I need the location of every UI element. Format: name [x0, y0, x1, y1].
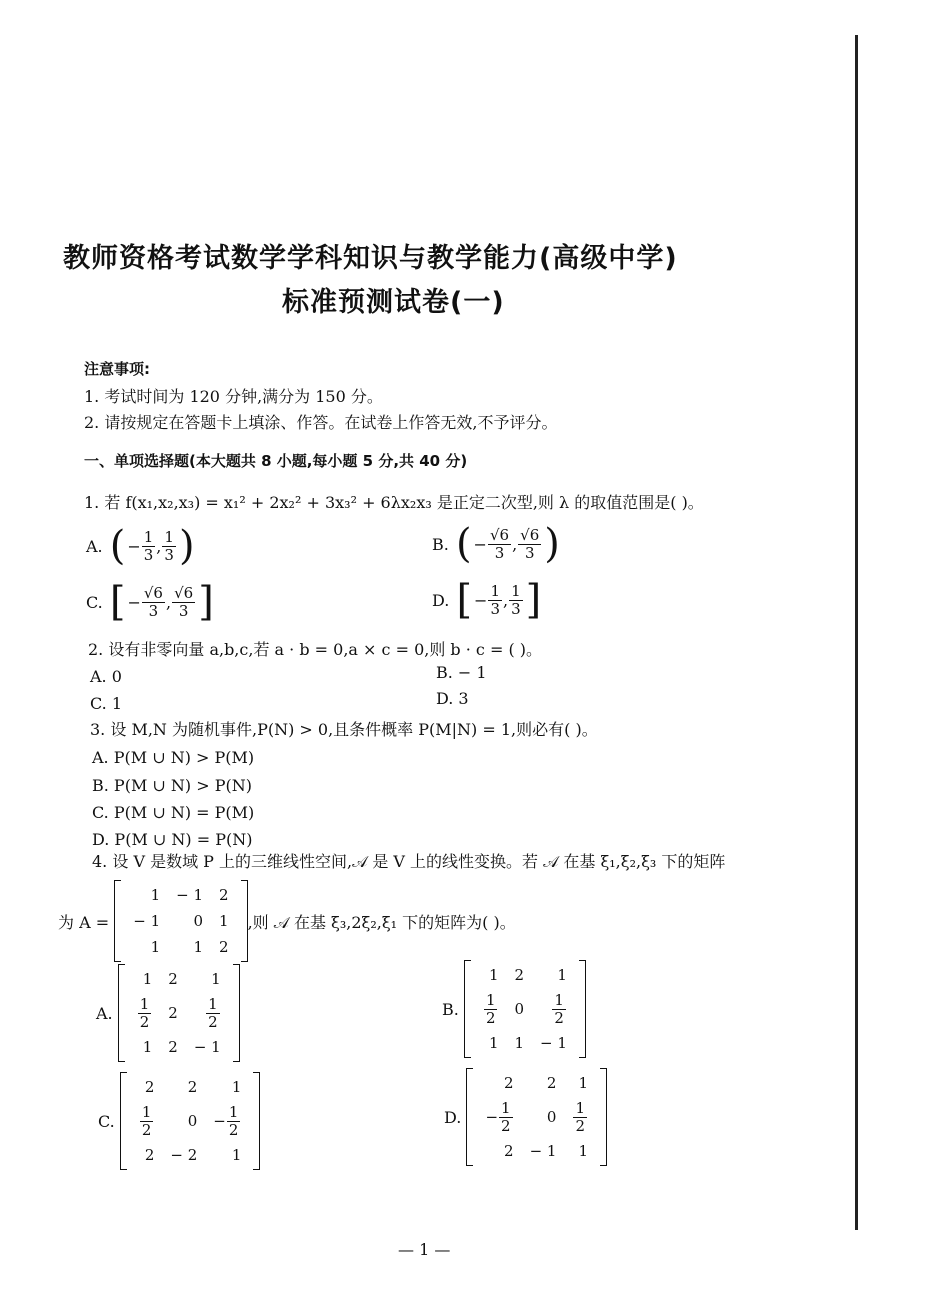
title-line1: 教师资格考试数学学科知识与教学能力(高级中学): [63, 243, 678, 274]
matrix-cell: $\frac{1}{2}$: [141, 1103, 152, 1139]
matrix-cell: $\frac{1}{2}$: [208, 995, 218, 1031]
matrix-cell: 1: [142, 1038, 153, 1056]
matrix-cell: 1: [231, 1146, 242, 1164]
q4-matrix-a: [114, 880, 247, 962]
matrix-cell: 2: [168, 1004, 178, 1022]
matrix-cell: $\frac{1}{2}$: [485, 991, 496, 1027]
matrix-cell: 0: [187, 1112, 198, 1130]
matrix-cell: 1: [578, 1074, 588, 1092]
matrix-cell: − 1: [529, 1142, 557, 1160]
matrix-cell: $\frac{1}{2}$: [554, 991, 564, 1027]
q2-option-c[interactable]: C. 1: [90, 694, 123, 713]
matrix-cell: 0: [546, 1108, 557, 1126]
matrix-cell: 2: [514, 966, 525, 984]
matrix-cell: 2: [168, 1038, 178, 1056]
matrix-cell: 1: [150, 886, 161, 904]
q4-matrix-prefix: 为 A =: [58, 912, 110, 932]
matrix-cell: 1: [557, 966, 567, 984]
title-line2: 标准预测试卷(一): [282, 287, 505, 318]
q2-option-d[interactable]: D. 3: [436, 689, 469, 708]
matrix-cell: − $\frac{1}{2}$: [213, 1103, 239, 1139]
q4-stem-part2: ,则 𝒜 在基 ξ₃,2ξ₂,ξ₁ 下的矩阵为( )。: [247, 912, 516, 932]
matrix-cell: 1: [578, 1142, 588, 1160]
matrix-cell: 2: [144, 1078, 155, 1096]
matrix-cell: $\frac{1}{2}$: [575, 1099, 585, 1135]
matrix-cell: 2: [187, 1078, 198, 1096]
q1-option-a[interactable]: A. ( − $\frac{1}{3}$ , $\frac{1}{3}$ ): [86, 523, 195, 569]
notice-heading: 注意事项:: [84, 360, 150, 378]
q1-option-c[interactable]: C. [ − $\frac{√6}{3}$ , $\frac{√6}{3}$ ]: [86, 579, 214, 625]
q1-stem: 1. 若 f(x₁,x₂,x₃) = x₁² + 2x₂² + 3x₃² + 6λx₂x₃ 是正定二次型,则 λ 的取值范围是( )。: [84, 493, 704, 512]
page-edge-line: [855, 35, 858, 1230]
matrix-cell: 1: [142, 970, 153, 988]
matrix-cell: 1: [211, 970, 221, 988]
matrix-cell: $\frac{1}{2}$: [139, 995, 150, 1031]
matrix-cell: 1: [514, 1034, 525, 1052]
q2-option-a[interactable]: A. 0: [90, 667, 122, 686]
matrix-cell: 0: [193, 912, 204, 930]
matrix-cell: 2: [144, 1146, 155, 1164]
matrix-cell: 1: [488, 966, 499, 984]
matrix-cell: 2: [219, 886, 229, 904]
matrix-cell: − 1: [193, 1038, 221, 1056]
matrix-cell: 2: [219, 938, 229, 956]
matrix-cell: 1: [193, 938, 204, 956]
matrix-cell: 2: [168, 970, 178, 988]
notice-item-2: 2. 请按规定在答题卡上填涂、作答。在试卷上作答无效,不予评分。: [84, 413, 558, 432]
q4-option-a-matrix: [118, 964, 240, 1062]
matrix-cell: 2: [546, 1074, 557, 1092]
matrix-cell: − 1: [540, 1034, 567, 1052]
notice-item-1: 1. 考试时间为 120 分钟,满分为 150 分。: [84, 387, 383, 406]
q4-option-b[interactable]: B. 1 2 1 $\frac{1}{2}$ 0 $\frac{1}{2}$ 1 1 − 1: [442, 960, 586, 1058]
q4-option-c-matrix: [120, 1072, 261, 1170]
q3-option-b[interactable]: B. P(M ∪ N) > P(N): [92, 776, 252, 795]
q3-option-c[interactable]: C. P(M ∪ N) = P(M): [92, 803, 255, 822]
matrix-cell: − 1: [133, 912, 161, 930]
section1-heading: 一、单项选择题(本大题共 8 小题,每小题 5 分,共 40 分): [84, 452, 468, 470]
matrix-cell: 1: [231, 1078, 242, 1096]
q3-stem: 3. 设 M,N 为随机事件,P(N) > 0,且条件概率 P(M|N) = 1,则必有( )。: [90, 720, 598, 739]
q4-option-d-matrix: [466, 1068, 607, 1166]
q1-option-b[interactable]: B. ( − $\frac{√6}{3}$ , $\frac{√6}{3}$ ): [432, 521, 560, 567]
matrix-cell: 2: [504, 1074, 514, 1092]
page-number: — 1 —: [398, 1240, 451, 1259]
q2-stem: 2. 设有非零向量 a,b,c,若 a · b = 0,a × c = 0,则 b · c = ( )。: [88, 640, 543, 659]
matrix-cell: 0: [514, 1000, 525, 1018]
q4-option-a[interactable]: A. 1 2 1 $\frac{1}{2}$ 2 $\frac{1}{2}$ 1 2 − 1: [96, 964, 240, 1062]
q3-option-a[interactable]: A. P(M ∪ N) > P(M): [92, 748, 255, 767]
q3-option-d[interactable]: D. P(M ∪ N) = P(N): [92, 830, 253, 849]
matrix-cell: 1: [219, 912, 229, 930]
matrix-cell: − 1: [176, 886, 204, 904]
matrix-cell: 2: [504, 1142, 514, 1160]
q4-option-b-matrix: [464, 960, 586, 1058]
q4-option-c[interactable]: C. 2 2 1 $\frac{1}{2}$ 0 − $\frac{1}{2}$ 2 − 2 1: [98, 1072, 260, 1170]
q4-option-d[interactable]: D. 2 2 1 − $\frac{1}{2}$ 0 $\frac{1}{2}$ 2 − 1 1: [444, 1068, 607, 1166]
matrix-cell: 1: [150, 938, 161, 956]
matrix-cell: − $\frac{1}{2}$: [485, 1099, 511, 1135]
q1-a-label: A.: [86, 536, 103, 556]
q4-stem: 4. 设 V 是数域 P 上的三维线性空间,𝒜 是 V 上的线性变换。若 𝒜 在基 ξ₁,ξ₂,ξ₃ 下的矩阵: [92, 852, 726, 871]
q1-option-d[interactable]: D. [ − $\frac{1}{3}$ , $\frac{1}{3}$ ]: [432, 577, 542, 623]
q2-option-b[interactable]: B. − 1: [436, 663, 487, 682]
matrix-cell: − 2: [170, 1146, 198, 1164]
q4-matrix-line: [58, 880, 516, 962]
matrix-cell: 1: [488, 1034, 499, 1052]
